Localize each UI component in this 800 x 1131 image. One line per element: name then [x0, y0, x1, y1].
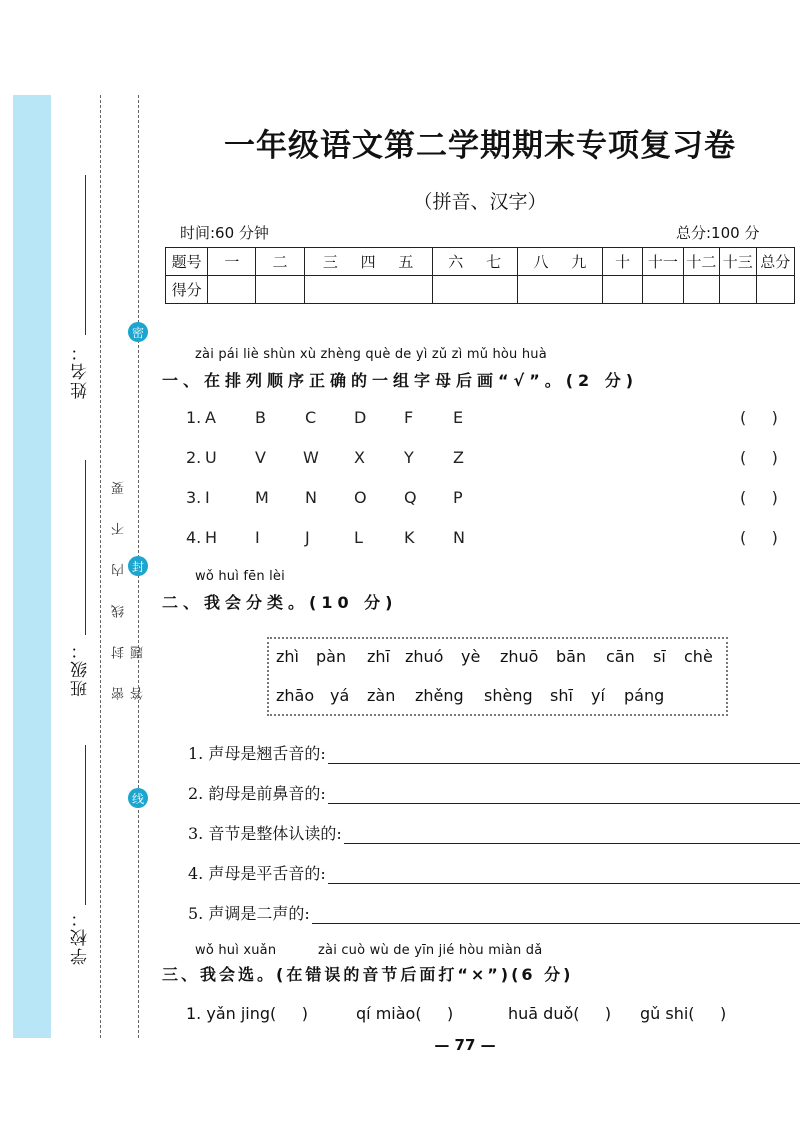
q1-row-4	[0, 528, 800, 550]
letter: M	[255, 488, 269, 507]
syllable: yí	[591, 686, 605, 705]
letter: V	[255, 448, 266, 467]
row-label-score: 得分	[166, 276, 208, 304]
syllable: pàn	[316, 647, 347, 666]
q2-item-3	[188, 821, 800, 844]
col-header: 十	[602, 248, 642, 276]
letter: Y	[404, 448, 414, 467]
q2-item-4	[188, 861, 800, 884]
syllable: yá	[330, 686, 350, 705]
score-table	[165, 247, 795, 304]
syllable: shèng	[484, 686, 533, 705]
score-cell[interactable]	[643, 276, 683, 304]
letter: F	[404, 408, 414, 427]
col-header: 十一	[643, 248, 683, 276]
syllable: zàn	[367, 686, 396, 705]
answer-line[interactable]	[312, 905, 800, 924]
page-title: 一年级语文第二学期期末专项复习卷	[224, 128, 736, 164]
syllable: cān	[606, 647, 635, 666]
letter: N	[453, 528, 465, 547]
letter: D	[354, 408, 367, 427]
syllable: zhī	[367, 647, 390, 666]
item-label: 4. 声母是平舌音的:	[188, 864, 326, 883]
letter: H	[205, 528, 218, 547]
q2-pinyin: wǒ huì fēn lèi	[195, 569, 285, 584]
score-cell[interactable]	[720, 276, 756, 304]
score-cell[interactable]	[208, 276, 256, 304]
letter: L	[354, 528, 363, 547]
total-info: 总分:100 分	[676, 224, 760, 242]
col-header: 八 九	[517, 248, 602, 276]
syllable: zhuó	[405, 647, 444, 666]
score-cell[interactable]	[683, 276, 719, 304]
letter: W	[303, 448, 319, 467]
q3-heading: 三、我会选。(在错误的音节后面打“×”)(6 分)	[162, 965, 574, 984]
letter: B	[255, 408, 266, 427]
seal-circle-xian: 线	[128, 788, 148, 808]
col-header: 总分	[756, 248, 794, 276]
row-number: 2.	[186, 448, 202, 467]
answer-line[interactable]	[344, 825, 800, 844]
item-label: 2. 韵母是前鼻音的:	[188, 784, 326, 803]
syllable: shī	[550, 686, 573, 705]
letter: I	[255, 528, 260, 547]
name-line	[85, 175, 86, 335]
seal-circle-feng: 封	[128, 556, 148, 576]
answer-paren[interactable]: ( )	[740, 408, 778, 427]
answer-paren[interactable]: ( )	[740, 488, 778, 507]
dashed-line-inner	[100, 95, 101, 1038]
col-header: 一	[208, 248, 256, 276]
row-number: 4.	[186, 528, 202, 547]
score-cell[interactable]	[602, 276, 642, 304]
name-label: 姓名：	[71, 342, 91, 399]
item-label: 1. 声母是翘舌音的:	[188, 744, 326, 763]
letter: Q	[404, 488, 417, 507]
score-cell[interactable]	[304, 276, 432, 304]
score-cell[interactable]	[756, 276, 794, 304]
binding-strip	[13, 95, 51, 1038]
letter: Z	[453, 448, 464, 467]
syllable: yè	[461, 647, 481, 666]
syllable: bān	[556, 647, 587, 666]
answer-paren[interactable]: ( )	[740, 528, 778, 547]
q1-pinyin: zài pái liè shùn xù zhèng què de yì zǔ zì mǔ hòu huà	[195, 347, 547, 362]
col-header: 六 七	[432, 248, 517, 276]
letter: E	[453, 408, 464, 427]
letter: O	[354, 488, 367, 507]
syllable: zhì	[276, 647, 299, 666]
answer-line[interactable]	[328, 745, 800, 764]
q3-option[interactable]: huā duǒ( )	[508, 1004, 612, 1023]
q3-option[interactable]: qí miào( )	[356, 1004, 454, 1023]
school-label: 学校：	[71, 908, 91, 965]
letter: A	[205, 408, 216, 427]
q1-row-2	[0, 448, 800, 470]
q2-item-5	[188, 901, 800, 924]
q1-row-3	[0, 488, 800, 510]
item-label: 5. 声调是二声的:	[188, 904, 310, 923]
q1-row-1	[0, 408, 800, 430]
answer-line[interactable]	[328, 865, 800, 884]
letter: N	[305, 488, 317, 507]
letter: J	[305, 528, 310, 547]
letter: P	[453, 488, 463, 507]
row-number: 1.	[186, 408, 202, 427]
row-label-number: 题号	[166, 248, 208, 276]
q3-option[interactable]: gǔ shi( )	[640, 1004, 727, 1023]
q3-pinyin-a: wǒ huì xuǎn	[195, 943, 277, 958]
q3-pinyin-b: zài cuò wù de yīn jié hòu miàn dǎ	[318, 943, 543, 958]
letter: I	[205, 488, 210, 507]
q2-heading: 二、我会分类。(10 分)	[162, 593, 398, 612]
letter: X	[354, 448, 365, 467]
score-cell[interactable]	[432, 276, 517, 304]
col-header: 三 四 五	[304, 248, 432, 276]
syllable-row-1	[0, 647, 800, 669]
syllable: chè	[684, 647, 713, 666]
syllable: sī	[653, 647, 666, 666]
col-header: 十二	[683, 248, 719, 276]
col-header: 二	[256, 248, 304, 276]
seal-circle-mi: 密	[128, 322, 148, 342]
q1-heading: 一、在排列顺序正确的一组字母后画“√”。(2 分)	[162, 371, 639, 390]
time-info: 时间:60 分钟	[180, 224, 269, 242]
answer-line[interactable]	[328, 785, 800, 804]
letter: C	[305, 408, 317, 427]
seal-instruction: 密 封 线 内 不 要 答 题	[112, 469, 146, 700]
item-label: 3. 音节是整体认读的:	[188, 824, 342, 843]
letter: U	[205, 448, 217, 467]
school-line	[85, 745, 86, 905]
row-number: 3.	[186, 488, 202, 507]
score-cell[interactable]	[517, 276, 602, 304]
syllable: páng	[624, 686, 665, 705]
q2-item-1	[188, 741, 800, 764]
q2-item-2	[188, 781, 800, 804]
syllable: zhuō	[500, 647, 539, 666]
syllable-row-2	[0, 686, 800, 708]
class-label: 班级：	[71, 640, 91, 697]
q3-row-1	[0, 1004, 800, 1026]
q3-option[interactable]: 1. yǎn jing( )	[186, 1004, 308, 1023]
col-header: 十三	[720, 248, 756, 276]
syllable: zhāo	[276, 686, 315, 705]
answer-paren[interactable]: ( )	[740, 448, 778, 467]
letter: K	[404, 528, 415, 547]
page-number: — 77 —	[434, 1036, 496, 1054]
score-cell[interactable]	[256, 276, 304, 304]
page-subtitle: （拼音、汉字）	[413, 191, 547, 213]
syllable: zhěng	[415, 686, 464, 705]
